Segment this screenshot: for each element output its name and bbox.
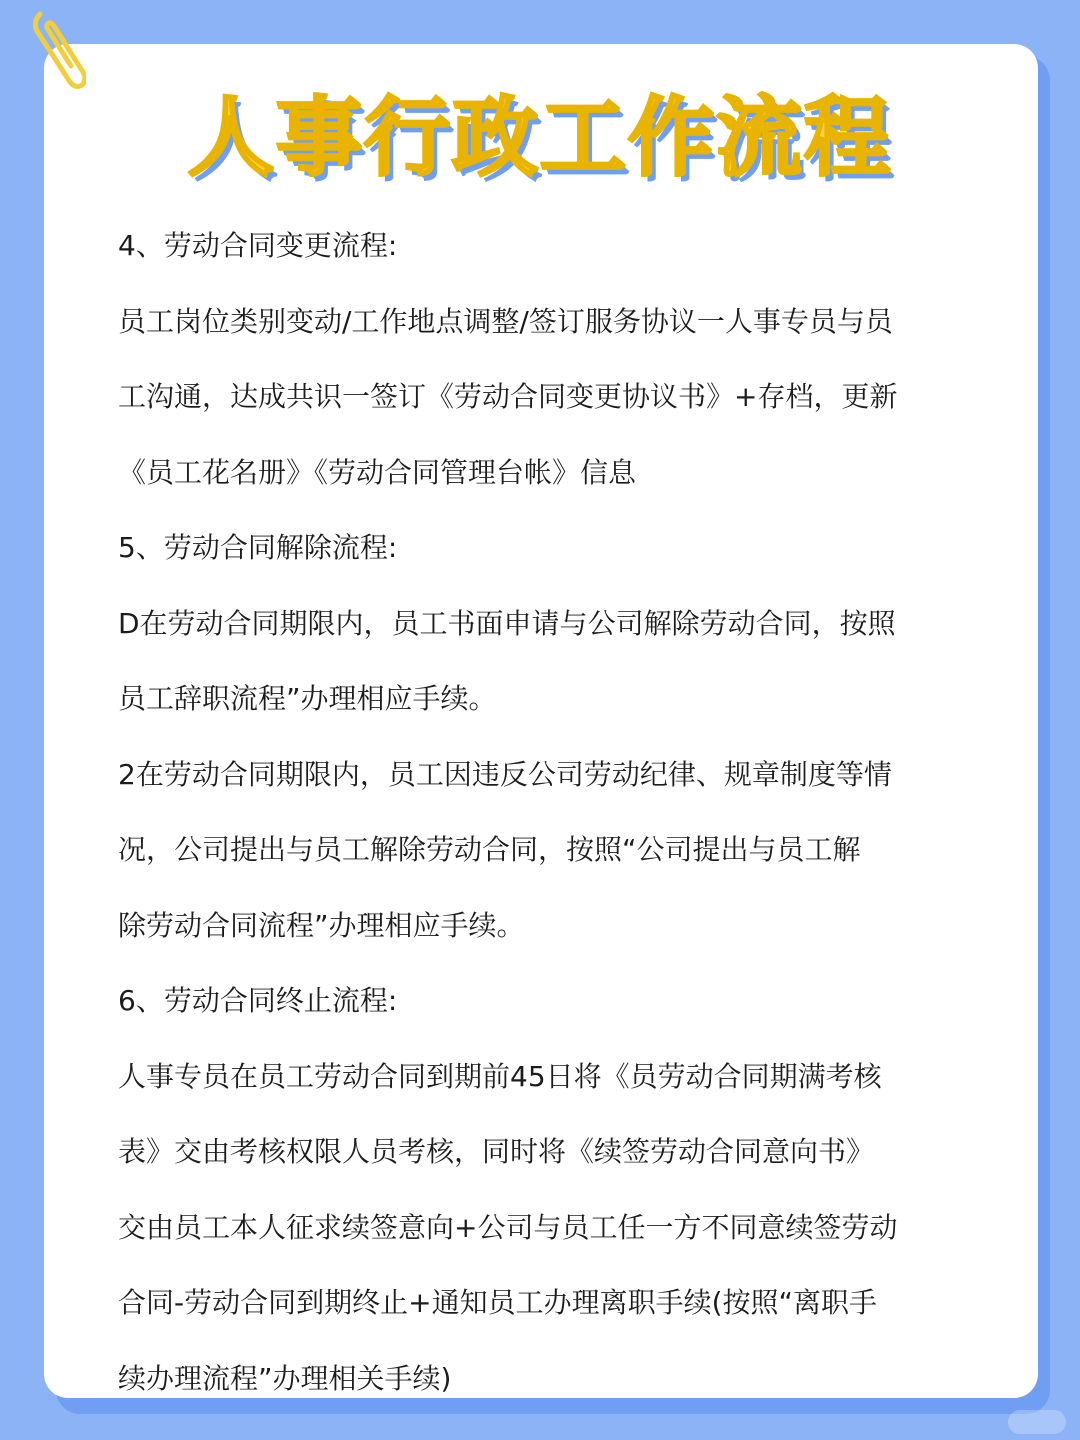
section-heading-5: 5、劳动合同解除流程: xyxy=(118,531,398,564)
section-heading-4: 4、劳动合同变更流程: xyxy=(118,229,398,262)
paragraph-line: 人事专员在员工劳动合同到期前45日将《员劳动合同期满考核 xyxy=(118,1059,882,1093)
paragraph-line: 除劳动合同流程”办理相应手续。 xyxy=(118,908,525,942)
document-body xyxy=(118,208,978,1416)
paragraph-line: 续办理流程”办理相关手续) xyxy=(118,1361,452,1395)
paragraph-line: 员工岗位类别变动/工作地点调整/签订服务协议一人事专员与员 xyxy=(118,304,893,338)
paragraph-line: 交由员工本人征求续签意向+公司与员工任一方不同意续签劳动 xyxy=(118,1210,898,1244)
page-title: 人事行政工作流程 xyxy=(188,88,892,188)
paragraph-line: 况，公司提出与员工解除劳动合同，按照“公司提出与员工解 xyxy=(118,833,861,866)
paragraph-line: 2在劳动合同期限内，员工因违反公司劳动纪律、规章制度等情 xyxy=(118,757,892,791)
paragraph-line: 表》交由考核权限人员考核，同时将《续签劳动合同意向书》 xyxy=(118,1135,875,1168)
paragraph-line: 员工辞职流程”办理相应手续。 xyxy=(118,682,497,715)
paragraph-line: 工沟通，达成共识一签订《劳动合同变更协议书》+存档，更新 xyxy=(118,380,898,413)
paragraph-line: 《员工花名册》《劳动合同管理台帐》信息 xyxy=(118,455,637,489)
section-heading-6: 6、劳动合同终止流程: xyxy=(118,984,398,1017)
watermark xyxy=(1008,1410,1066,1434)
paragraph-line: 合同-劳动合同到期终止+通知员工办理离职手续(按照“离职手 xyxy=(118,1286,877,1319)
paragraph-line: D在劳动合同期限内，员工书面申请与公司解除劳动合同，按照 xyxy=(118,606,896,640)
